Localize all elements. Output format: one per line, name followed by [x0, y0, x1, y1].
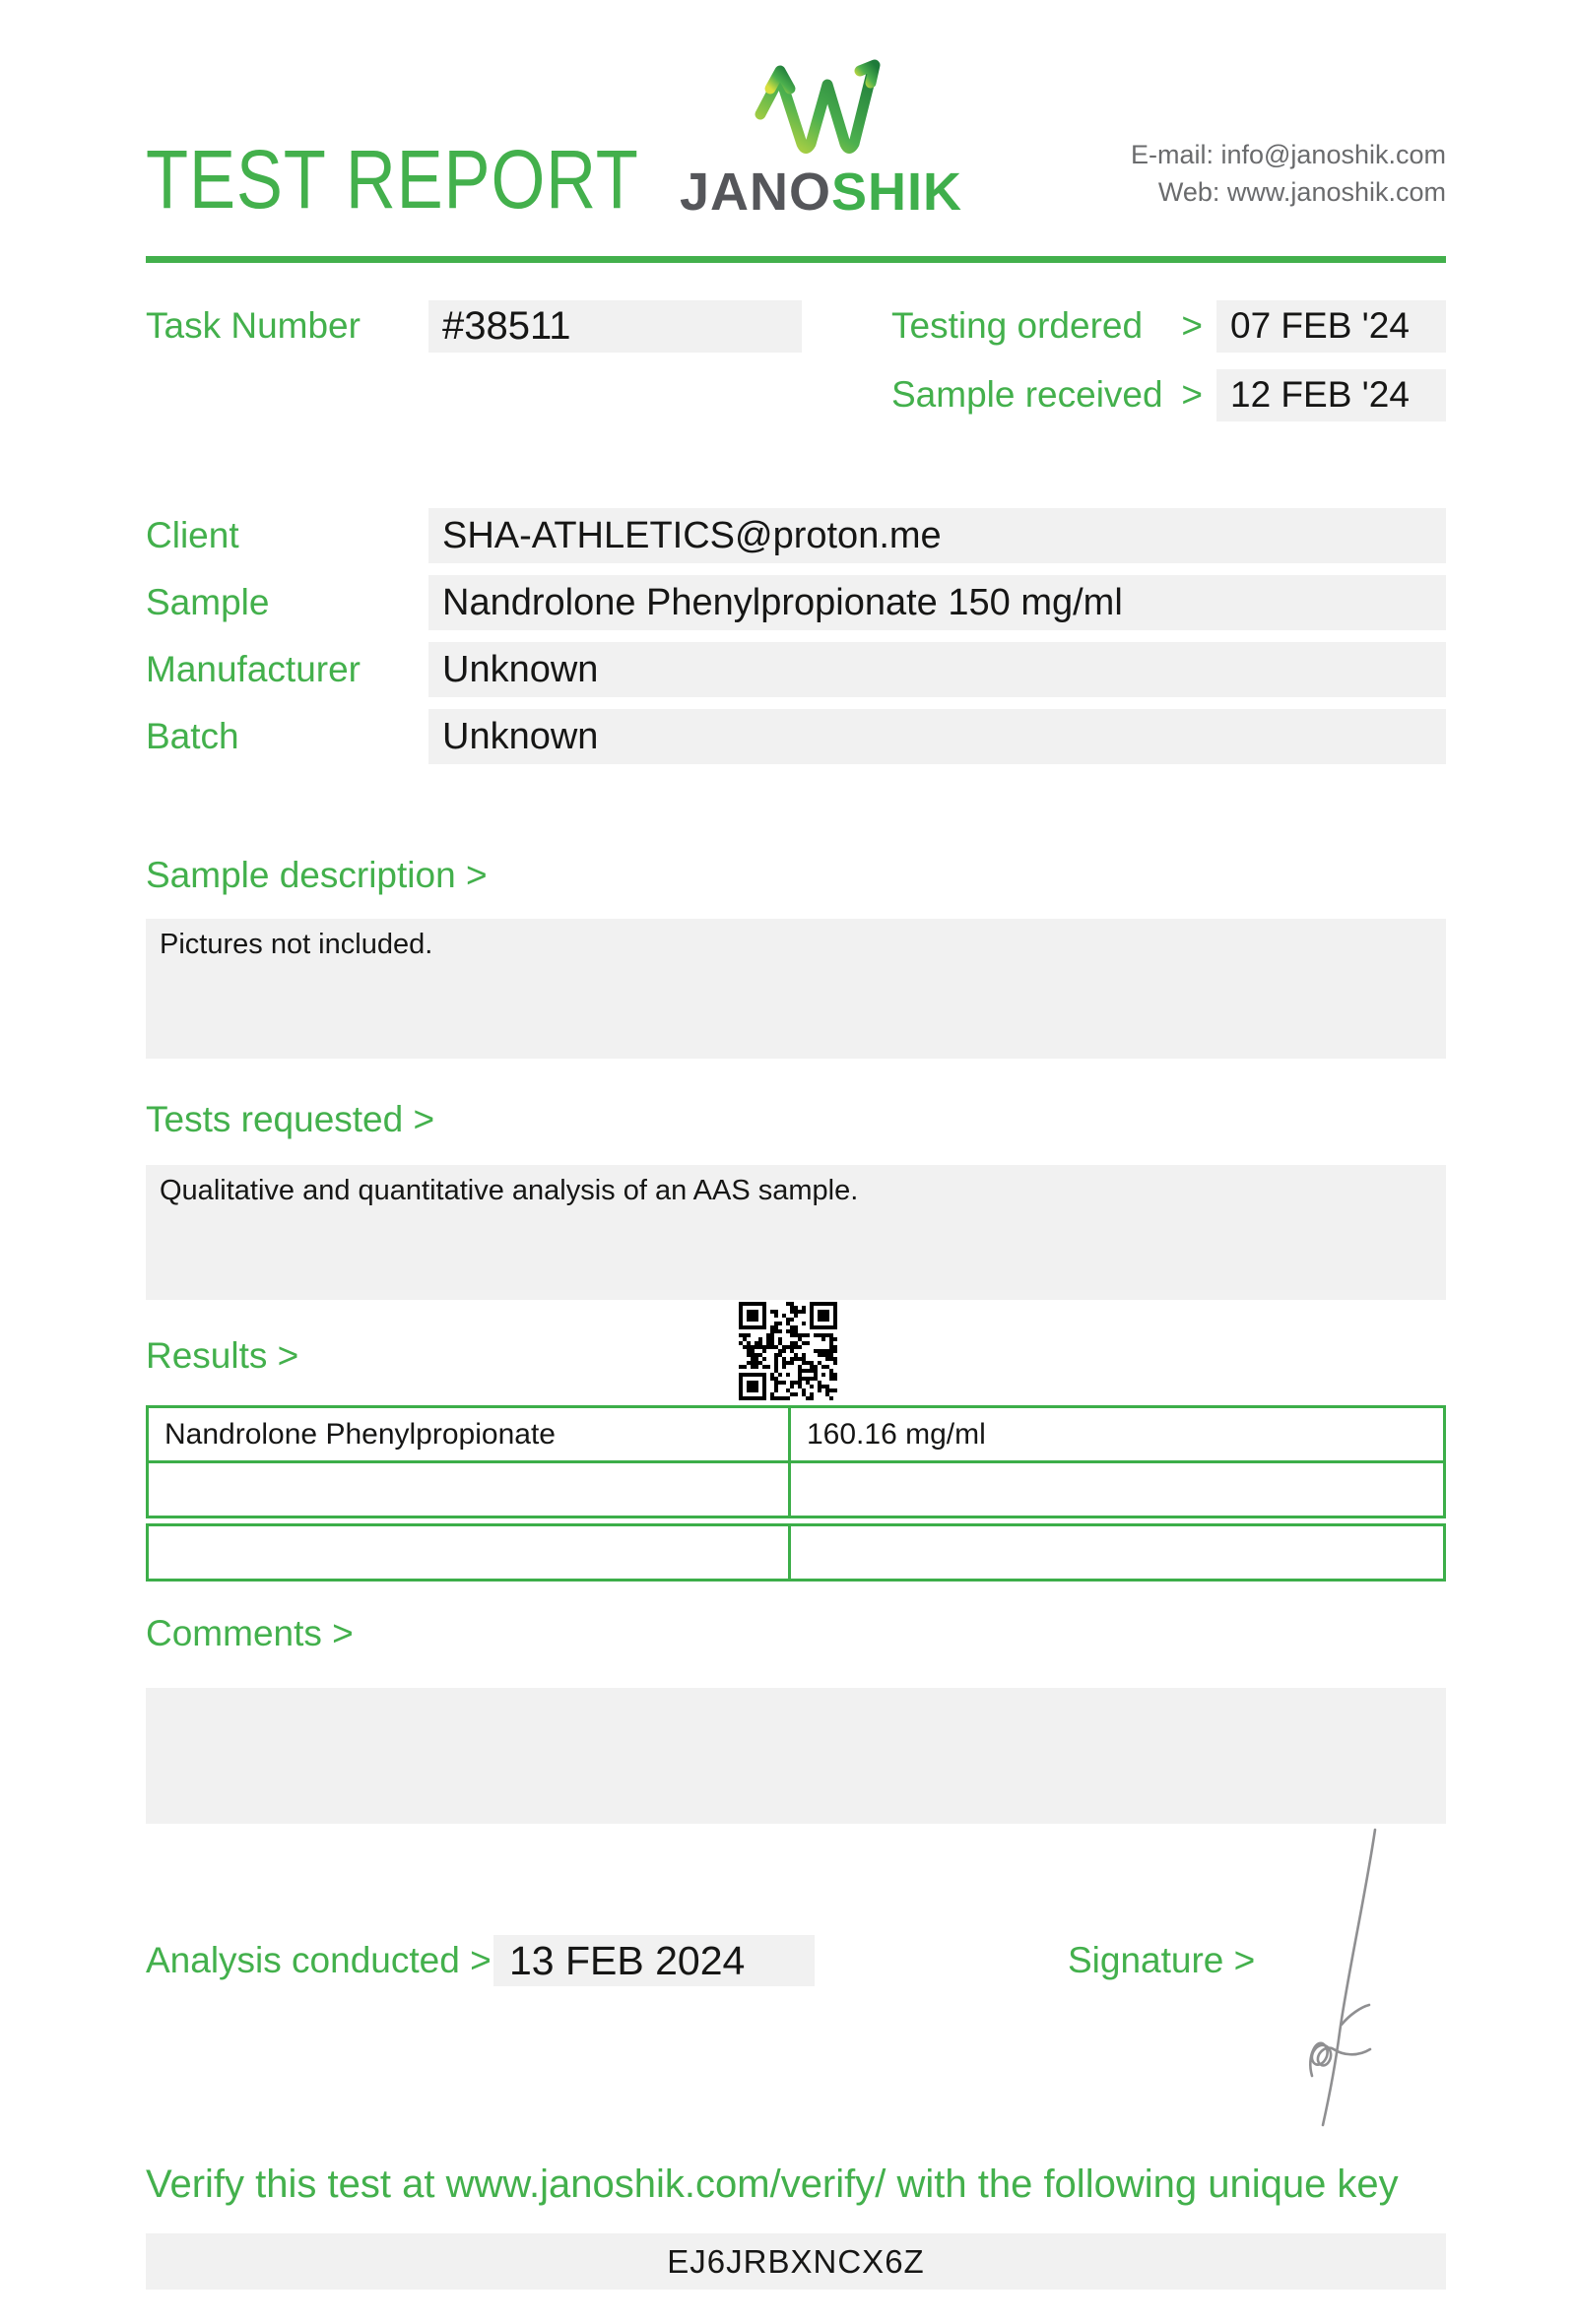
table-row: [146, 1405, 1446, 1463]
contact-block: [857, 136, 1446, 211]
analysis-date-box: [493, 1935, 815, 1986]
task-number-value: #38511: [442, 304, 571, 348]
sample-received-label: Sample received: [891, 374, 1163, 415]
empty-cell: [791, 1526, 1443, 1579]
sample-box: [428, 575, 1446, 630]
batch-label: Batch: [146, 716, 239, 756]
result-value-cell: [791, 1408, 1443, 1460]
chevron-right-icon: >: [1181, 305, 1203, 346]
sample-description-heading: Sample description >: [146, 855, 488, 895]
empty-cell: [149, 1526, 791, 1579]
manufacturer-value: Unknown: [442, 648, 599, 690]
analysis-date-value: 13 FEB 2024: [509, 1937, 746, 1983]
verify-key-box: [146, 2233, 1446, 2290]
comments-text: [146, 1688, 1446, 1708]
client-value: SHA-ATHLETICS@proton.me: [442, 514, 942, 556]
result-value: 160.16 mg/ml: [807, 1417, 986, 1451]
sample-label: Sample: [146, 582, 270, 622]
verify-instruction: Verify this test at www.janoshik.com/verify/ with the following unique key: [146, 2163, 1399, 2206]
sample-received-row: [891, 367, 1446, 422]
testing-ordered-row: [891, 298, 1446, 354]
logo-word-shik: SHIK: [831, 162, 963, 222]
sample-received-box: [1216, 369, 1446, 421]
testing-ordered-box: [1216, 300, 1446, 353]
page-title: TEST REPORT: [146, 133, 639, 226]
task-number-box: [428, 300, 802, 353]
logo-word-jano: JANO: [680, 162, 832, 222]
tests-requested-heading: Tests requested >: [146, 1099, 435, 1139]
analysis-conducted-label: Analysis conducted >: [146, 1940, 492, 1980]
result-substance: Nandrolone Phenylpropionate: [164, 1417, 556, 1451]
empty-cell: [791, 1463, 1443, 1516]
client-label: Client: [146, 515, 239, 555]
table-row: [146, 1463, 1446, 1518]
table-row: [146, 1523, 1446, 1582]
tests-requested-box: [146, 1165, 1446, 1300]
sample-description-box: [146, 919, 1446, 1059]
header-divider: [146, 256, 1446, 263]
sample-value: Nandrolone Phenylpropionate 150 mg/ml: [442, 581, 1123, 623]
client-box: [428, 508, 1446, 563]
sample-received-value: 12 FEB '24: [1230, 374, 1410, 415]
manufacturer-box: [428, 642, 1446, 697]
contact-web: Web: www.janoshik.com: [1157, 177, 1446, 207]
comments-box: [146, 1688, 1446, 1824]
sample-description-text: Pictures not included.: [160, 929, 433, 960]
batch-value: Unknown: [442, 715, 599, 757]
qr-code: [739, 1302, 837, 1400]
manufacturer-label: Manufacturer: [146, 649, 361, 689]
empty-cell: [149, 1463, 791, 1516]
signature: [1271, 1828, 1409, 2128]
result-substance-cell: [149, 1408, 791, 1460]
testing-ordered-label: Testing ordered: [891, 305, 1144, 346]
comments-heading: Comments >: [146, 1613, 354, 1653]
results-heading: Results >: [146, 1335, 299, 1376]
testing-ordered-value: 07 FEB '24: [1230, 305, 1410, 346]
signature-label: Signature >: [1068, 1940, 1256, 1980]
tests-requested-text: Qualitative and quantitative analysis of an AAS sample.: [160, 1175, 859, 1206]
verify-key: EJ6JRBXNCX6Z: [667, 2242, 925, 2280]
batch-box: [428, 709, 1446, 764]
chevron-right-icon: >: [1181, 374, 1203, 415]
contact-email: E-mail: info@janoshik.com: [1130, 140, 1446, 169]
task-number-label: Task Number: [146, 305, 361, 346]
results-table: [146, 1405, 1446, 1582]
